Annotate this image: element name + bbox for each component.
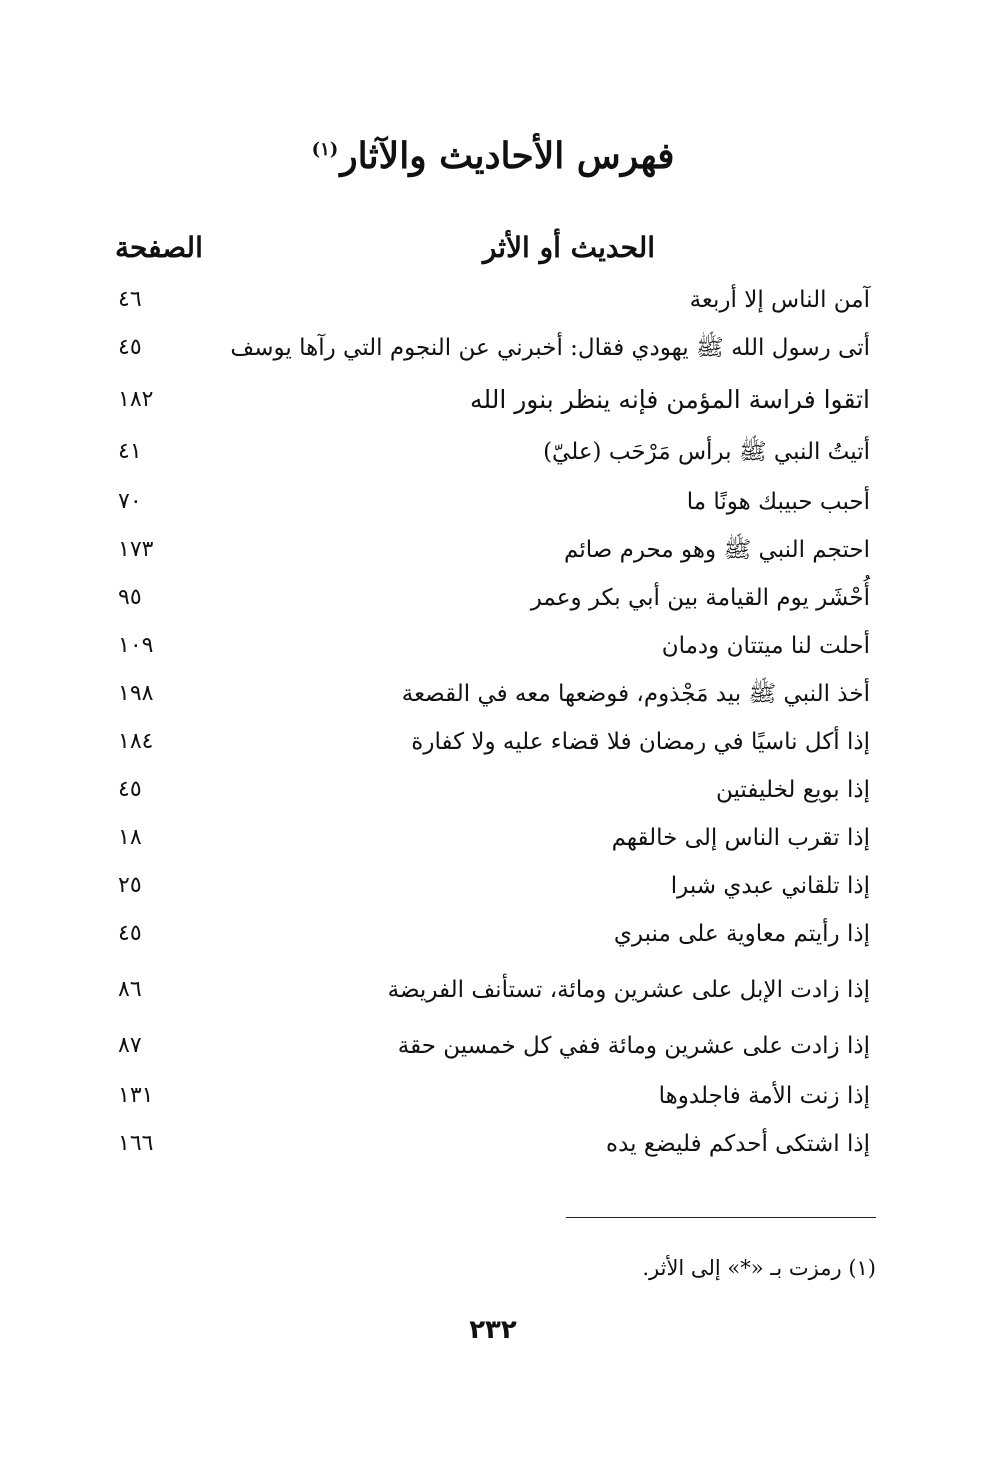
index-entry bbox=[110, 816, 870, 864]
index-entry bbox=[110, 378, 870, 430]
entry-page-number: ٤٦ bbox=[118, 287, 142, 312]
entry-text: إذا زادت الإبل على عشرين ومائة، تستأنف الفريضة bbox=[387, 977, 870, 1003]
entry-text: أُحْشَر يوم القيامة بين أبي بكر وعمر bbox=[530, 585, 870, 611]
index-entry bbox=[110, 1074, 870, 1122]
entry-text: آمن الناس إلا أربعة bbox=[689, 287, 870, 313]
index-entry bbox=[110, 326, 870, 378]
entry-page-number: ١٧٣ bbox=[118, 537, 154, 562]
entry-text: إذا أكل ناسيًا في رمضان فلا قضاء عليه ولا كفارة bbox=[411, 729, 870, 755]
index-entry bbox=[110, 912, 870, 968]
index-entry bbox=[110, 430, 870, 480]
entry-page-number: ١٨٢ bbox=[118, 387, 154, 412]
entry-text: أخذ النبي ﷺ بيد مَجْذوم، فوضعها معه في القصعة bbox=[401, 681, 870, 707]
index-entry bbox=[110, 528, 870, 576]
entry-page-number: ٤١ bbox=[118, 439, 142, 464]
entry-page-number: ٤٥ bbox=[118, 921, 142, 946]
index-entry bbox=[110, 480, 870, 528]
index-entry bbox=[110, 576, 870, 624]
entry-page-number: ١٣١ bbox=[118, 1083, 154, 1108]
title-text: فهرس الأحاديث والآثار bbox=[340, 135, 675, 177]
column-header-page: الصفحة bbox=[115, 231, 203, 264]
entry-text: أحلت لنا ميتتان ودمان bbox=[661, 633, 870, 659]
entry-text: أتيتُ النبي ﷺ برأس مَرْحَب (عليّ) bbox=[543, 439, 870, 465]
entry-text: إذا تقرب الناس إلى خالقهم bbox=[611, 825, 870, 851]
entry-page-number: ٧٠ bbox=[118, 489, 142, 514]
entry-page-number: ١٦٦ bbox=[118, 1131, 154, 1156]
footnote-divider bbox=[566, 1217, 876, 1218]
page-title bbox=[0, 122, 986, 184]
entry-page-number: ١٨ bbox=[118, 825, 142, 850]
page-number: ٢٣٢ bbox=[469, 1315, 517, 1345]
entry-text: إذا زنت الأمة فاجلدوها bbox=[658, 1083, 870, 1109]
column-header-row bbox=[110, 226, 870, 270]
entry-page-number: ١٠٩ bbox=[118, 633, 154, 658]
entry-page-number: ٤٥ bbox=[118, 335, 142, 360]
entry-page-number: ٩٥ bbox=[118, 585, 142, 610]
entry-text: إذا تلقاني عبدي شبرا bbox=[670, 873, 870, 899]
entry-page-number: ٨٧ bbox=[118, 1033, 142, 1058]
entry-text: إذا رأيتم معاوية على منبري bbox=[613, 921, 870, 947]
entry-text: احتجم النبي ﷺ وهو محرم صائم bbox=[564, 537, 870, 563]
entry-page-number: ١٩٨ bbox=[118, 681, 154, 706]
entry-text: اتقوا فراسة المؤمن فإنه ينظر بنور الله bbox=[470, 385, 870, 414]
column-header-hadith: الحديث أو الأثر bbox=[482, 231, 655, 264]
entry-text: أحبب حبيبك هونًا ما bbox=[686, 489, 870, 515]
entry-page-number: ٤٥ bbox=[118, 777, 142, 802]
index-entries bbox=[110, 278, 870, 1170]
index-entry bbox=[110, 278, 870, 326]
index-entry bbox=[110, 864, 870, 912]
title-footnote-ref: (١) bbox=[311, 139, 339, 160]
entry-page-number: ٨٦ bbox=[118, 977, 142, 1002]
index-entry bbox=[110, 720, 870, 768]
entry-text: إذا بويع لخليفتين bbox=[715, 777, 870, 803]
entry-page-number: ١٨٤ bbox=[118, 729, 154, 754]
index-entry bbox=[110, 1024, 870, 1074]
entry-text: إذا اشتكى أحدكم فليضع يده bbox=[606, 1131, 870, 1157]
index-entry bbox=[110, 1122, 870, 1170]
entry-text: إذا زادت على عشرين ومائة ففي كل خمسين حقة bbox=[397, 1033, 870, 1059]
index-entry bbox=[110, 672, 870, 720]
footnote: (١) رمزت بـ «*» إلى الأثر. bbox=[642, 1256, 876, 1280]
index-entry bbox=[110, 768, 870, 816]
index-entry bbox=[110, 624, 870, 672]
index-entry bbox=[110, 968, 870, 1024]
entry-text: أتى رسول الله ﷺ يهودي فقال: أخبرني عن النجوم التي رآها يوسف bbox=[230, 335, 870, 361]
entry-page-number: ٢٥ bbox=[118, 873, 142, 898]
